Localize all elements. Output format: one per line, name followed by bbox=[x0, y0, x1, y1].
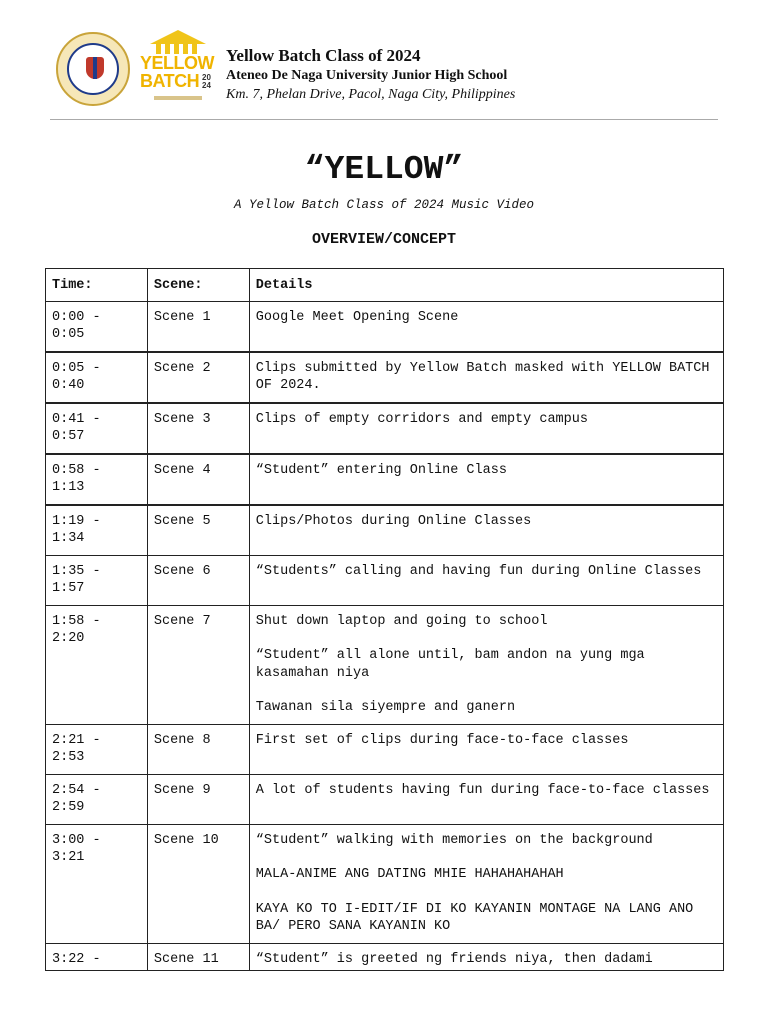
details-paragraph: “Student” is greeted ng friends niya, then dadami bbox=[255, 951, 653, 967]
table-row bbox=[46, 454, 724, 505]
header-cell-time: Time: bbox=[46, 269, 148, 302]
section-heading: OVERVIEW/CONCEPT bbox=[311, 231, 457, 248]
ateneo-seal-icon bbox=[56, 32, 130, 106]
yellow-batch-logo bbox=[140, 30, 216, 108]
table-row bbox=[46, 301, 724, 352]
logo-banner-shape bbox=[154, 96, 202, 100]
scene-cell: Scene 2 bbox=[147, 352, 249, 403]
scene-cell: Scene 11 bbox=[147, 943, 249, 970]
details-paragraph: First set of clips during face-to-face classes bbox=[255, 732, 629, 748]
details-cell bbox=[249, 505, 723, 556]
scene-cell: Scene 1 bbox=[147, 301, 249, 352]
time-cell: 1:35 - 1:57 bbox=[46, 555, 148, 605]
details-cell bbox=[249, 352, 723, 403]
details-cell bbox=[249, 724, 723, 774]
scene-cell: Scene 6 bbox=[147, 555, 249, 605]
logo-yellow-text: YELLOW bbox=[140, 53, 214, 73]
details-paragraph: Tawanan sila siyempre and ganern bbox=[255, 700, 516, 715]
table-row bbox=[46, 724, 724, 774]
details-cell bbox=[249, 454, 723, 505]
table-row bbox=[46, 943, 724, 970]
header-title: Yellow Batch Class of 2024 bbox=[226, 46, 421, 65]
time-cell: 0:41 - 0:57 bbox=[46, 403, 148, 454]
details-cell bbox=[249, 555, 723, 605]
scene-cell: Scene 9 bbox=[147, 774, 249, 824]
details-paragraph: Google Meet Opening Scene bbox=[255, 309, 459, 325]
details-paragraph: Shut down laptop and going to school bbox=[255, 613, 548, 629]
table-row bbox=[46, 403, 724, 454]
details-paragraph: “Student” entering Online Class bbox=[255, 462, 507, 478]
details-paragraph: KAYA KO TO I-EDIT/IF DI KO KAYANIN MONTAGE NA LANG ANO BA/ PERO SANA KAYANIN KO bbox=[255, 901, 694, 934]
details-cell bbox=[249, 301, 723, 352]
table-row bbox=[46, 605, 724, 724]
details-cell bbox=[249, 605, 723, 724]
scene-cell: Scene 5 bbox=[147, 505, 249, 556]
details-cell bbox=[249, 943, 723, 970]
details-cell bbox=[249, 824, 723, 943]
logo-roof-shape bbox=[150, 30, 206, 44]
logo-batch-text: BATCH bbox=[140, 71, 200, 91]
seal-inner-ring bbox=[67, 43, 119, 95]
details-cell bbox=[249, 403, 723, 454]
header-cell-scene: Scene: bbox=[147, 269, 249, 302]
details-paragraph: A lot of students having fun during face-to-face classes bbox=[255, 782, 710, 798]
document-title: “YELLOW” bbox=[304, 151, 464, 188]
header-text-block bbox=[226, 46, 515, 104]
details-paragraph: Clips/Photos during Online Classes bbox=[255, 513, 532, 529]
table-row bbox=[46, 774, 724, 824]
details-paragraph: “Student” walking with memories on the background bbox=[255, 832, 653, 848]
logo-year-text: 2024 bbox=[202, 73, 211, 90]
scene-table bbox=[45, 268, 724, 971]
details-paragraph: MALA-ANIME ANG DATING MHIE HAHAHAHAHAH bbox=[255, 867, 564, 882]
details-cell bbox=[249, 774, 723, 824]
header-divider bbox=[50, 119, 718, 120]
time-cell: 0:58 - 1:13 bbox=[46, 454, 148, 505]
time-cell: 2:54 - 2:59 bbox=[46, 774, 148, 824]
scene-cell: Scene 8 bbox=[147, 724, 249, 774]
details-paragraph: “Student” all alone until, bam andon na yung mga kasamahan niya bbox=[255, 648, 645, 681]
scene-cell: Scene 7 bbox=[147, 605, 249, 724]
time-cell: 3:22 - bbox=[46, 943, 148, 970]
header-school: Ateneo De Naga University Junior High School bbox=[226, 68, 508, 83]
time-cell: 0:00 - 0:05 bbox=[46, 301, 148, 352]
time-cell: 3:00 - 3:21 bbox=[46, 824, 148, 943]
seal-shield-icon bbox=[86, 57, 104, 79]
time-cell: 2:21 - 2:53 bbox=[46, 724, 148, 774]
header-cell-details: Details bbox=[249, 269, 723, 302]
scene-cell: Scene 4 bbox=[147, 454, 249, 505]
table-row bbox=[46, 555, 724, 605]
table-header-row bbox=[46, 269, 724, 302]
header-address: Km. 7, Phelan Drive, Pacol, Naga City, Philippines bbox=[226, 87, 516, 102]
time-cell: 0:05 - 0:40 bbox=[46, 352, 148, 403]
details-paragraph: Clips submitted by Yellow Batch masked with YELLOW BATCH OF 2024. bbox=[255, 360, 710, 393]
document-subtitle: A Yellow Batch Class of 2024 Music Video bbox=[233, 198, 535, 212]
document-header bbox=[56, 30, 716, 110]
scene-cell: Scene 3 bbox=[147, 403, 249, 454]
details-paragraph: Clips of empty corridors and empty campus bbox=[255, 411, 588, 427]
time-cell: 1:58 - 2:20 bbox=[46, 605, 148, 724]
table-row bbox=[46, 352, 724, 403]
time-cell: 1:19 - 1:34 bbox=[46, 505, 148, 556]
table-row bbox=[46, 505, 724, 556]
table-row bbox=[46, 824, 724, 943]
scene-cell: Scene 10 bbox=[147, 824, 249, 943]
details-paragraph: “Students” calling and having fun during Online Classes bbox=[255, 563, 702, 579]
